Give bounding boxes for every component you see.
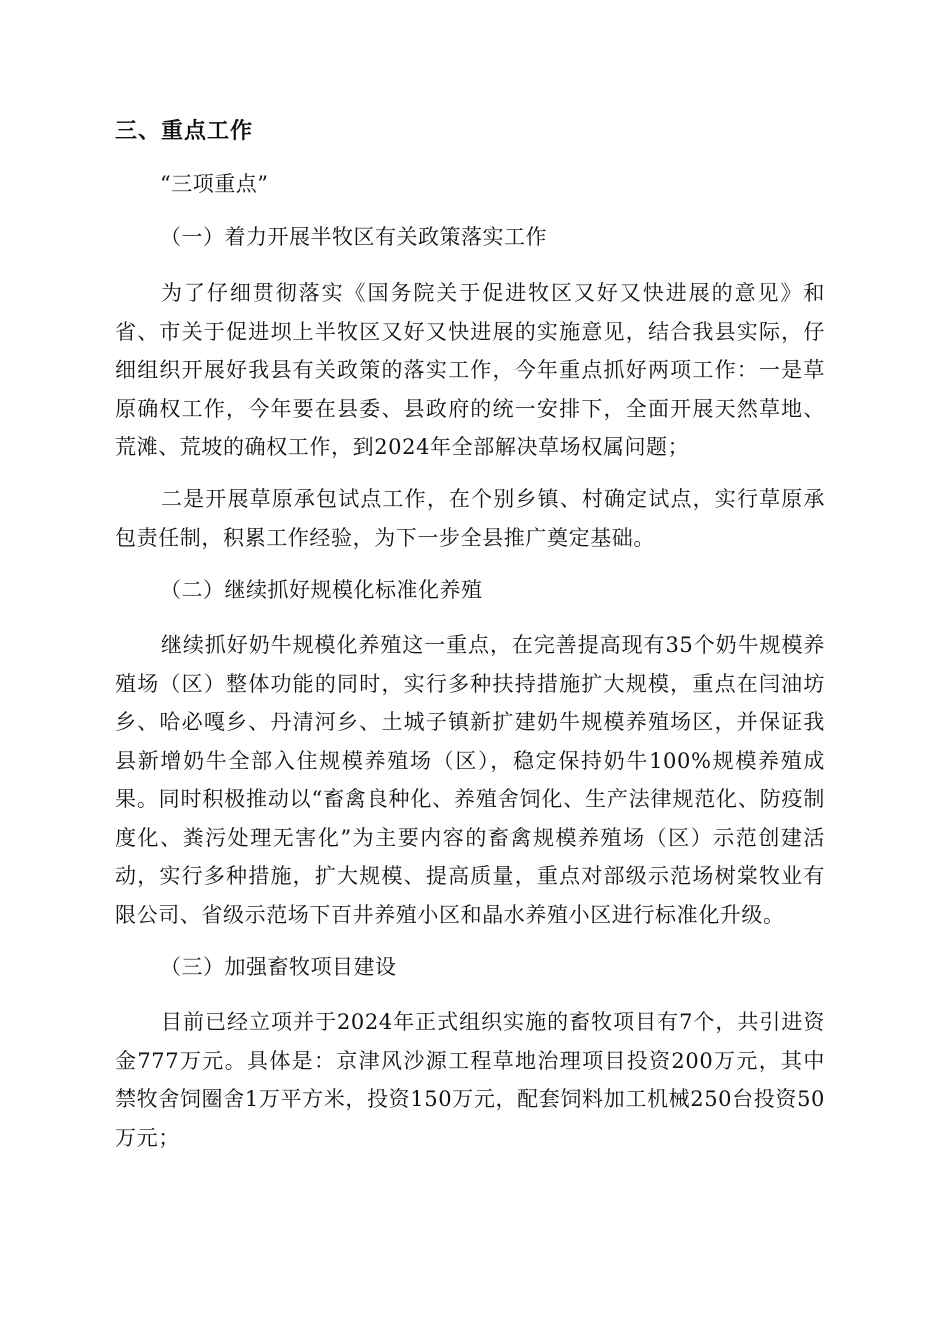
key-points-label: “三项重点” xyxy=(160,172,269,196)
paragraph-3-1: 目前已经立项并于2024年正式组织实施的畜牧项目有7个，共引进资金777万元。具体是：京津风沙源工程草地治理项目投资200万元，其中禁牧舍饲圈舍1万平方米，投资150万元，配套饲料加工机械250台投资50万元； xyxy=(115,1010,825,1150)
paragraph-2-1: 继续抓好奶牛规模化养殖这一重点，在完善提高现有35个奶牛规模养殖场（区）整体功能的同时，实行多种扶持措施扩大规模，重点在闫油坊乡、哈必嘎乡、丹清河乡、土城子镇新扩建奶牛规模养殖场区，并保证我县新增奶牛全部入住规模养殖场（区），稳定保持奶牛100%规模养殖成果。同时积极推动以“畜禽良种化、养殖舍饲化、生产法律规范化、防疫制度化、粪污处理无害化”为主要内容的畜禽规模养殖场（区）示范创建活动，实行多种措施，扩大规模、提高质量，重点对部级示范场树棠牧业有限公司、省级示范场下百井养殖小区和晶水养殖小区进行标准化升级。 xyxy=(115,633,825,927)
subsection-heading-2: （二）继续抓好规模化标准化养殖 xyxy=(160,578,483,602)
subsection-heading-3: （三）加强畜牧项目建设 xyxy=(160,955,397,979)
paragraph-1-2: 二是开展草原承包试点工作，在个别乡镇、村确定试点，实行草原承包责任制，积累工作经验，为下一步全县推广奠定基础。 xyxy=(115,487,825,550)
subsection-heading-1: （一）着力开展半牧区有关政策落实工作 xyxy=(160,225,547,249)
paragraph-1-1: 为了仔细贯彻落实《国务院关于促进牧区又好又快进展的意见》和省、市关于促进坝上半牧区又好又快进展的实施意见，结合我县实际，仔细组织开展好我县有关政策的落实工作，今年重点抓好两项工作：一是草原确权工作，今年要在县委、县政府的统一安排下，全面开展天然草地、荒滩、荒坡的确权工作，到2024年全部解决草场权属问题； xyxy=(115,281,825,459)
section-heading: 三、重点工作 xyxy=(115,118,254,144)
